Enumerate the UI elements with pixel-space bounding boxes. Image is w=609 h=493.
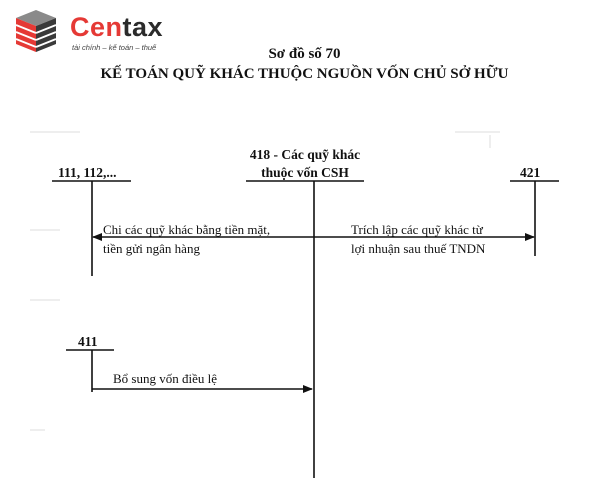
flow-trich-label-line1: Trích lập các quỹ khác từ — [351, 222, 483, 237]
brand-part-tax: tax — [122, 12, 164, 42]
account-111-label: 111, 112,... — [58, 165, 117, 180]
flow-chi-label-line1: Chi các quỹ khác bằng tiền mặt, — [103, 222, 271, 237]
diagram-subtitle: KẾ TOÁN QUỸ KHÁC THUỘC NGUỒN VỐN CHỦ SỞ HỮU — [100, 66, 509, 82]
flow-trich-label-line2: lợi nhuận sau thuế TNDN — [351, 241, 486, 256]
account-418-label-line2: thuộc vốn CSH — [261, 165, 349, 180]
diagram-title: Sơ đồ số 70 — [268, 46, 341, 62]
flow-chi-label-line2: tiền gửi ngân hàng — [103, 241, 200, 256]
account-421-label: 421 — [520, 165, 541, 180]
brand-tagline: tài chính – kế toán – thuế — [72, 43, 157, 52]
flow-bosung-label: Bổ sung vốn điều lệ — [113, 371, 217, 386]
account-411-label: 411 — [78, 334, 98, 349]
brand-part-cen: Cen — [70, 12, 123, 42]
account-418-label-line1: 418 - Các quỹ khác — [249, 147, 361, 162]
